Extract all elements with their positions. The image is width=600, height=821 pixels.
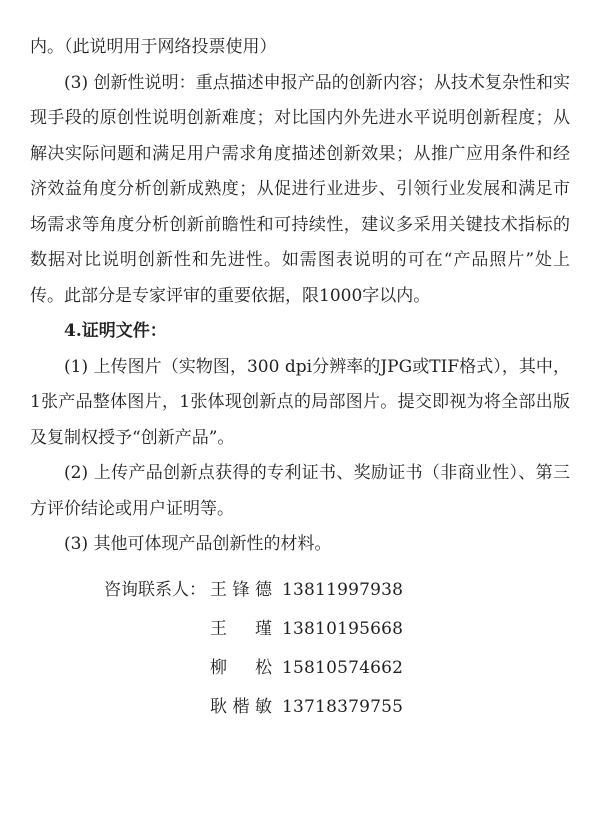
contact-phone: 13718379755	[282, 696, 404, 717]
contact-row	[30, 610, 570, 649]
contact-name: 王锋德	[210, 579, 272, 600]
contact-row	[30, 649, 570, 688]
contact-phone: 13810195668	[282, 618, 404, 639]
contact-row	[30, 688, 570, 727]
contact-name: 柳松	[210, 657, 272, 678]
contact-label: 咨询联系人：	[104, 579, 206, 600]
section-4-heading: 4.证明文件：	[64, 321, 167, 341]
upload-photos-paragraph: (1) 上传图片（实物图，300 dpi分辨率的JPG或TIF格式），其中，1张产品整体图片，1张体现创新点的局部图片。提交即视为将全部出版及复制权授予“创新产品”。	[30, 356, 570, 448]
contact-name: 王瑾	[210, 618, 272, 639]
upload-certificates-paragraph: (2) 上传产品创新点获得的专利证书、奖励证书（非商业性）、第三方评价结论或用户证明等。	[30, 463, 570, 519]
contact-phone: 15810574662	[282, 657, 404, 678]
intro-tail-paragraph: 内。（此说明用于网络投票使用）	[30, 37, 277, 57]
contact-list	[30, 571, 570, 727]
other-materials-paragraph: (3) 其他可体现产品创新性的材料。	[64, 534, 332, 554]
contact-phone: 13811997938	[282, 579, 404, 600]
contact-name: 耿楷敏	[210, 696, 272, 717]
innovation-description-paragraph: (3) 创新性说明：重点描述申报产品的创新内容；从技术复杂性和实现手段的原创性说明创新难度；对比国内外先进水平说明创新程度；从解决实际问题和满足用户需求角度描述创新效果；从推广应用条件和经济效益角度分析创新成熟度；从促进行业进步、引领行业发展和满足市场需求等角度分析创新前瞻性和可持续性，建议多采用关键技术指标的数据对比说明创新性和先进性。如需图表说明的可在“产品照片”处上传。此部分是专家评审的重要依据，限1000字以内。	[30, 72, 570, 306]
contact-row	[30, 571, 570, 610]
